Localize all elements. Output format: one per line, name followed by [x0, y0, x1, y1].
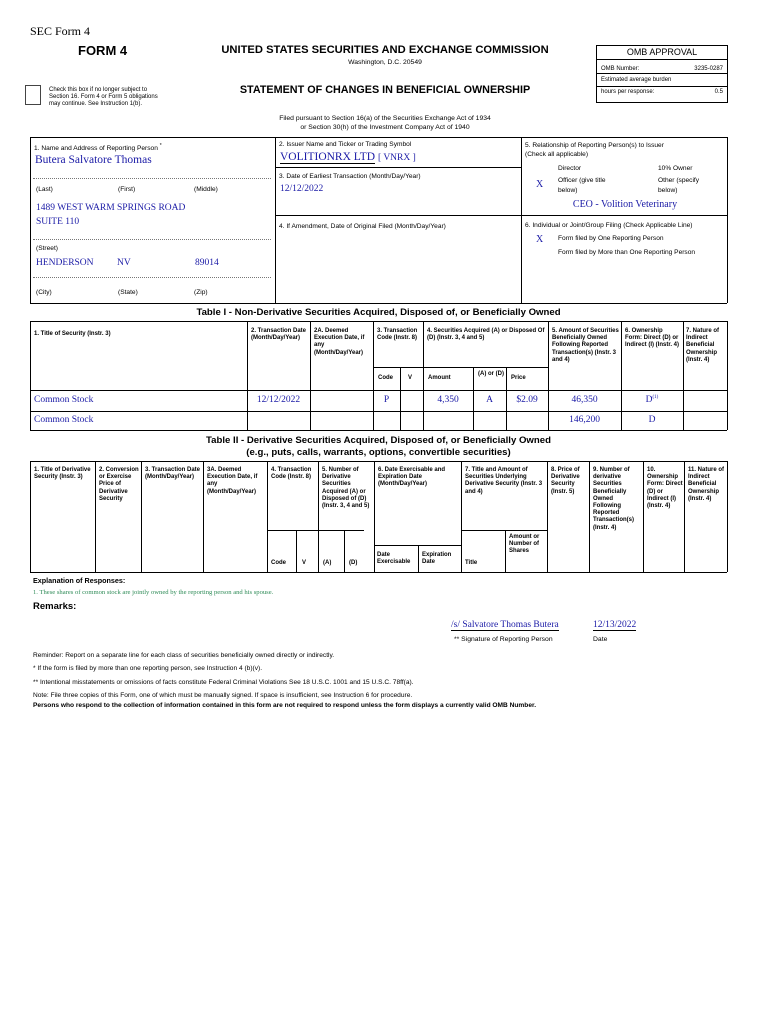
t1-row1-footnote-ref[interactable]: (1) — [652, 395, 659, 400]
t2-sub-exercisable: Date Exercisable — [377, 552, 411, 566]
t2-h3: 3. Transaction Date (Month/Day/Year) — [145, 467, 201, 481]
explanation-label: Explanation of Responses: — [33, 576, 126, 585]
officer-title[interactable]: CEO - Volition Veterinary — [572, 199, 678, 210]
date-label: Date — [593, 636, 608, 643]
t2-sub-d: (D) — [349, 560, 358, 566]
signature-text: /s/ Salvatore Thomas Butera — [451, 620, 559, 630]
notes-block — [33, 649, 414, 703]
table2-title: Table II - Derivative Securities Acquired, Disposed of, or Beneficially Owned — [206, 435, 551, 446]
box1-label — [34, 142, 162, 153]
omb-title: OMB APPROVAL — [597, 46, 727, 60]
checkbox-text-2: Section 16. Form 4 or Form 5 obligations — [49, 94, 158, 101]
final-note: Persons who respond to the collection of information contained in this form are not required to respond unless the form displays a currently valid OMB Number. — [33, 702, 537, 709]
earliest-transaction-date[interactable]: 12/12/2022 — [280, 184, 324, 194]
t1-sub-price: Price — [511, 375, 526, 381]
t2-h9: 9. Number of derivative Securities Beneficially Owned Following Reported Transaction(s) (Instr. 4) — [593, 467, 635, 531]
t1-row2-owned[interactable]: 146,200 — [569, 415, 600, 425]
officer-label-1: Officer (give title — [558, 177, 606, 184]
signature[interactable] — [451, 620, 559, 630]
t2-h2: 2. Conversion or Exercise Price of Derivative Security — [99, 467, 139, 502]
box2-label: 2. Issuer Name and Ticker or Trading Symbol — [279, 141, 412, 148]
t2-h6: 6. Date Exercisable and Expiration Date (Month/Day/Year) — [378, 467, 446, 488]
ten-pct-owner-label: 10% Owner — [658, 165, 693, 172]
t1-row1-form[interactable] — [621, 395, 683, 405]
t1-sub-ad: (A) or (D) — [478, 371, 504, 377]
agency-name: UNITED STATES SECURITIES AND EXCHANGE COMMISSION — [221, 44, 549, 56]
omb-burden-label: Estimated average burden — [601, 77, 672, 83]
checkbox-text-1: Check this box if no longer subject to — [49, 87, 148, 93]
t2-sub-a: (A) — [323, 560, 332, 566]
state-label: (State) — [118, 289, 138, 296]
box4-label: 4. If Amendment, Date of Original Filed (Month/Day/Year) — [279, 223, 446, 230]
t1-h4: 4. Securities Acquired (A) or Disposed Of (D) (Instr. 3, 4 and 5) — [427, 328, 545, 342]
t1-h6: 6. Ownership Form: Direct (D) or Indirect (I) (Instr. 4) — [625, 328, 680, 349]
other-label-1: Other (specify — [658, 177, 700, 184]
t1-row1-price[interactable]: $2.09 — [516, 395, 538, 405]
signature-date-text: 12/13/2022 — [593, 620, 637, 630]
footnote-1: 1. These shares of common stock are jointly owned by the reporting person and his spouse. — [33, 589, 274, 596]
signature-label: ** Signature of Reporting Person — [454, 636, 553, 643]
last-label: (Last) — [36, 186, 53, 193]
t1-sub-v: V — [408, 375, 413, 381]
checkbox-instruction — [49, 87, 189, 109]
omb-number-label: OMB Number: — [601, 66, 640, 72]
table2-title-block — [30, 435, 727, 459]
note-multiple-persons: * If the form is filed by more than one reporting person, see Instruction 4 (b)(v). — [33, 665, 263, 673]
t1-row1-owned[interactable]: 46,350 — [571, 395, 598, 405]
box3-label: 3. Date of Earliest Transaction (Month/Day/Year) — [279, 173, 421, 180]
t1-row1-title[interactable]: Common Stock — [34, 395, 94, 405]
other-label — [658, 176, 699, 195]
filed-line-2: or Section 30(h) of the Investment Company Act of 1940 — [300, 124, 470, 131]
first-label: (First) — [118, 186, 136, 193]
one-person-label: Form filed by One Reporting Person — [558, 235, 664, 242]
t1-row2-form[interactable]: D — [648, 415, 656, 425]
t2-h8: 8. Price of Derivative Security (Instr. 5) — [551, 467, 580, 495]
zip-label: (Zip) — [194, 289, 208, 296]
no-longer-subject-checkbox[interactable] — [25, 85, 41, 105]
table2-subtitle: (e.g., puts, calls, warrants, options, convertible securities) — [246, 447, 511, 458]
filed-pursuant — [190, 114, 580, 132]
box1-asterisk: * — [159, 143, 162, 149]
omb-hours-value: 0.5 — [714, 89, 723, 95]
statement-title: STATEMENT OF CHANGES IN BENEFICIAL OWNERSHIP — [239, 84, 531, 96]
t1-row1-ad[interactable]: A — [486, 395, 493, 405]
doc-label: SEC Form 4 — [30, 24, 91, 38]
t2-sub-amount: Amount or Number of Shares — [509, 534, 540, 555]
t2-h5: 5. Number of Derivative Securities Acquired (A) or Disposed of (D) (Instr. 3, 4 and 5) — [322, 467, 370, 510]
more-persons-label: Form filed by More than One Reporting Person — [558, 249, 696, 256]
form-title: FORM 4 — [78, 43, 128, 58]
table1-title: Table I - Non-Derivative Securities Acquired, Disposed of, or Beneficially Owned — [196, 307, 561, 318]
zip-value[interactable]: 89014 — [195, 258, 219, 268]
t2-sub-code: Code — [271, 560, 286, 566]
note-misstatements: ** Intentional misstatements or omissions of facts constitute Federal Criminal Violations See 18 U.S.C. 1001 and 15 U.S.C. 78ff(a). — [33, 678, 414, 686]
t2-sub-expiration: Expiration Date — [422, 552, 452, 566]
agency-city: Washington, D.C. 20549 — [348, 59, 422, 66]
t2-h10: 10. Ownership Form: Direct (D) or Indirect (I) (Instr. 4) — [647, 467, 683, 510]
t1-row1-form-value: D — [645, 395, 653, 406]
t1-h7: 7. Nature of Indirect Beneficial Ownership (Instr. 4) — [686, 328, 720, 363]
box6-label: 6. Individual or Joint/Group Filing (Check Applicable Line) — [525, 222, 693, 229]
officer-checkmark[interactable]: X — [536, 179, 544, 190]
issuer-name[interactable] — [280, 151, 416, 163]
issuer-name-text: VOLITIONRX LTD — [280, 151, 376, 163]
omb-hours-label: hours per response: — [601, 89, 655, 95]
t1-sub-code: Code — [378, 375, 393, 381]
t1-row2-title[interactable]: Common Stock — [34, 415, 94, 425]
note-reminder: Reminder: Report on a separate line for each class of securities beneficially owned directly or indirectly. — [33, 652, 335, 659]
box5-label-text: 5. Relationship of Reporting Person(s) to Issuer — [525, 142, 664, 149]
t1-h2a: 2A. Deemed Execution Date, if any (Month/Day/Year) — [314, 328, 365, 356]
state-value[interactable]: NV — [117, 258, 131, 268]
street-line-1[interactable]: 1489 WEST WARM SPRINGS ROAD — [36, 203, 186, 213]
filed-line-1: Filed pursuant to Section 16(a) of the Securities Exchange Act of 1934 — [279, 115, 491, 122]
t2-h3a: 3A. Deemed Execution Date, if any (Month/Day/Year) — [207, 467, 258, 495]
omb-number-value: 3235-0287 — [694, 66, 723, 72]
t1-row1-amount[interactable]: 4,350 — [437, 395, 459, 405]
t1-row1-date[interactable]: 12/12/2022 — [256, 395, 301, 405]
street-line-2[interactable]: SUITE 110 — [36, 217, 80, 227]
omb-approval-box — [596, 45, 728, 103]
street-label: (Street) — [36, 245, 58, 252]
officer-label — [558, 176, 606, 195]
signature-date[interactable] — [593, 620, 636, 630]
other-label-2: below) — [658, 186, 678, 194]
t2-h4: 4. Transaction Code (Instr. 8) — [271, 467, 312, 481]
t2-h11: 11. Nature of Indirect Beneficial Ownership (Instr. 4) — [688, 467, 725, 502]
one-person-checkmark[interactable]: X — [536, 234, 544, 245]
t2-h1: 1. Title of Derivative Security (Instr. 3) — [34, 467, 91, 481]
ticker-symbol: [ VNRX ] — [377, 153, 416, 163]
box5-sub: (Check all applicable) — [525, 151, 589, 158]
note-file-copies: Note: File three copies of this Form, one of which must be manually signed. If space is insufficient, see Instruction 6 for procedure. — [33, 692, 413, 700]
t2-sub-v: V — [302, 560, 307, 566]
t1-h1: 1. Title of Security (Instr. 3) — [34, 331, 111, 337]
box5-label — [525, 141, 664, 159]
city-label: (City) — [36, 289, 52, 296]
t2-sub-title: Title — [465, 560, 478, 566]
t1-h3: 3. Transaction Code (Instr. 8) — [377, 328, 418, 342]
remarks-label: Remarks: — [33, 601, 77, 612]
city-value[interactable]: HENDERSON — [36, 258, 94, 268]
t1-h2: 2. Transaction Date (Month/Day/Year) — [251, 328, 307, 342]
t1-row1-code[interactable]: P — [383, 395, 390, 405]
t1-h5: 5. Amount of Securities Beneficially Owned Following Reported Transaction(s) (Instr. 3 and 4) — [552, 328, 619, 363]
t2-h7: 7. Title and Amount of Securities Underlying Derivative Security (Instr. 3 and 4) — [465, 467, 543, 495]
t1-sub-amount: Amount — [428, 375, 451, 381]
officer-label-2: below) — [558, 186, 578, 194]
box1-label-text: 1. Name and Address of Reporting Person — [34, 145, 158, 153]
director-label: Director — [558, 165, 582, 172]
checkbox-text-3: may continue. See Instruction 1(b). — [49, 101, 143, 108]
reporting-person-name[interactable]: Butera Salvatore Thomas — [35, 154, 152, 166]
middle-label: (Middle) — [194, 186, 218, 193]
